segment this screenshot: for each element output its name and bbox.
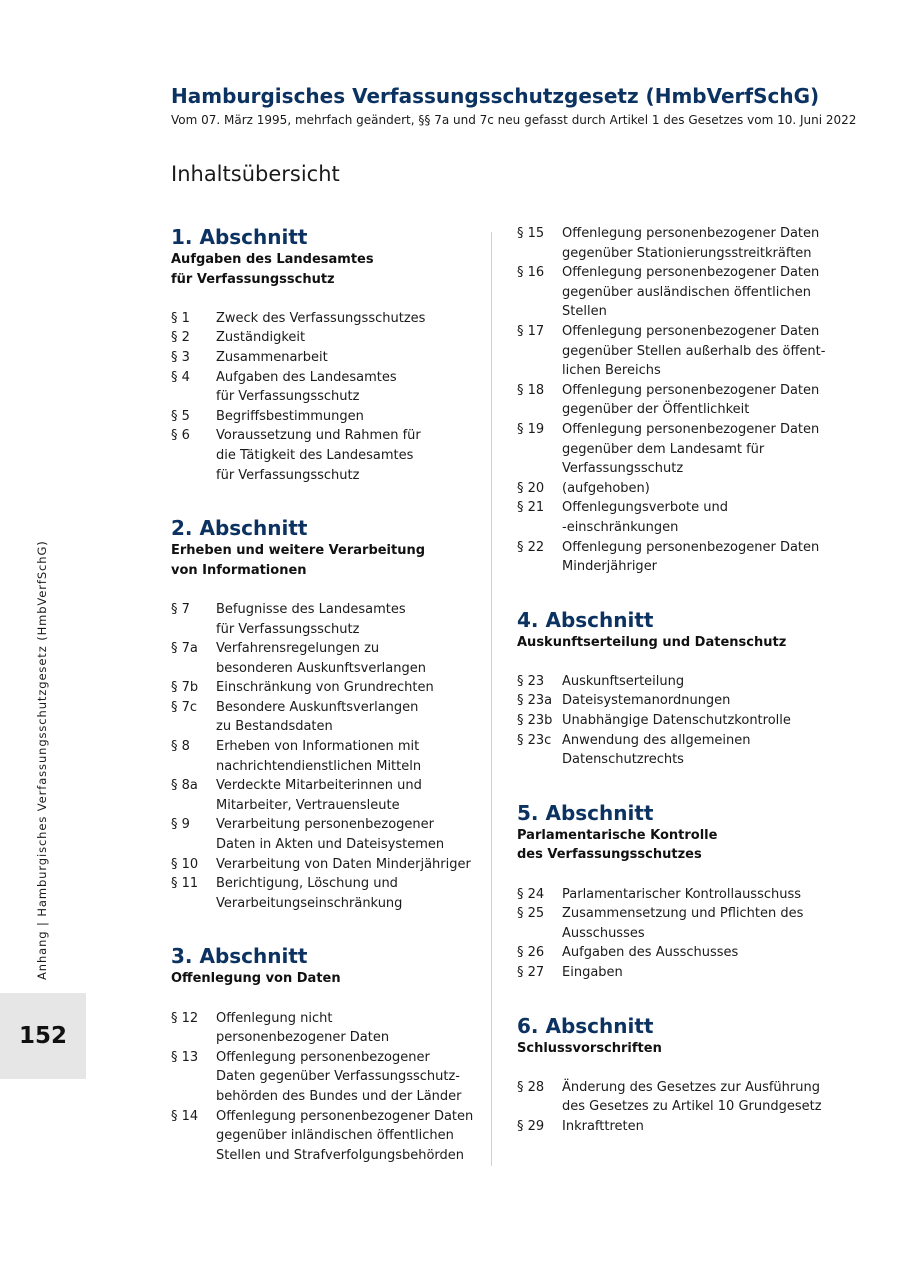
paragraph-title: Begriffsbestimmungen — [216, 408, 364, 424]
paragraph-number: § 3 — [171, 349, 190, 365]
toc-entry[interactable] — [171, 698, 481, 737]
section-title: 1. Abschnitt — [171, 225, 308, 249]
paragraph-number: § 28 — [517, 1079, 545, 1095]
paragraph-title: (aufgehoben) — [562, 480, 650, 496]
paragraph-title: Voraussetzung und Rahmen für die Tätigkeit des Landesamtes für Verfassungsschutz — [216, 428, 421, 483]
toc-entry[interactable] — [517, 711, 857, 731]
toc-entry[interactable] — [517, 691, 857, 711]
toc-entry[interactable] — [517, 322, 857, 381]
toc-entry[interactable] — [171, 328, 481, 348]
toc-entry[interactable] — [171, 737, 481, 776]
paragraph-title: Erheben von Informationen mit nachrichtendienstlichen Mitteln — [216, 739, 422, 774]
toc-entry[interactable] — [171, 874, 481, 913]
paragraph-number: § 4 — [171, 369, 190, 385]
paragraph-number: § 13 — [171, 1049, 199, 1065]
paragraph-number: § 21 — [517, 500, 545, 516]
paragraph-title: Offenlegung personenbezogener Daten gegenüber inländischen öffentlichen Stellen und Strafverfolgungsbehörden — [216, 1108, 474, 1163]
section-5 — [517, 800, 857, 983]
paragraph-title: Offenlegung personenbezogener Daten gegenüber Stellen außerhalb des öffent- lichen Bereichs — [562, 323, 826, 379]
section-title: 5. Abschnitt — [517, 800, 654, 825]
toc-entry[interactable] — [171, 1107, 481, 1166]
paragraph-number: § 20 — [517, 480, 545, 496]
paragraph-number: § 2 — [171, 330, 190, 346]
toc-column-right — [517, 224, 857, 1137]
paragraph-number: § 9 — [171, 817, 190, 833]
paragraph-number: § 12 — [171, 1010, 199, 1026]
paragraph-number: § 19 — [517, 421, 545, 437]
document-subtitle: Vom 07. März 1995, mehrfach geändert, §§ 7a und 7c neu gefasst durch Artikel 1 des Gesetzes vom 10. Juni 2022 — [171, 113, 857, 127]
paragraph-title: Unabhängige Datenschutzkontrolle — [562, 713, 791, 729]
toc-entry[interactable] — [171, 855, 481, 875]
paragraph-number: § 15 — [517, 226, 545, 241]
paragraph-title: Berichtigung, Löschung und Verarbeitungseinschränkung — [216, 876, 403, 911]
paragraph-title: Besondere Auskunftsverlangen zu Bestandsdaten — [216, 699, 419, 735]
toc-entry[interactable] — [517, 224, 857, 263]
paragraph-title: Auskunftserteilung — [562, 673, 685, 689]
paragraph-title: Dateisystemanordnungen — [562, 693, 731, 709]
paragraph-number: § 5 — [171, 408, 190, 424]
section-title: 2. Abschnitt — [171, 516, 308, 541]
paragraph-title: Zusammenarbeit — [216, 349, 328, 365]
paragraph-title: Offenlegung personenbezogener Daten Minderjähriger — [562, 539, 820, 575]
section-title: 6. Abschnitt — [517, 1013, 654, 1038]
paragraph-title: Verarbeitung personenbezogener Daten in Akten und Dateisystemen — [216, 817, 445, 853]
toc-entry[interactable] — [171, 776, 481, 815]
paragraph-title: Aufgaben des Ausschusses — [562, 945, 739, 961]
toc-entry[interactable] — [517, 263, 857, 322]
section-subtitle: Offenlegung von Daten — [171, 971, 341, 987]
paragraph-title: Einschränkung von Grundrechten — [216, 680, 434, 696]
toc-entry[interactable] — [517, 731, 857, 770]
page-number: 152 — [18, 1023, 67, 1049]
paragraph-number: § 7 — [171, 601, 190, 617]
paragraph-title: Aufgaben des Landesamtes für Verfassungsschutz — [216, 369, 397, 405]
section-2 — [171, 515, 481, 913]
side-running-header — [34, 530, 50, 980]
section-1 — [171, 224, 481, 485]
paragraph-number: § 6 — [171, 428, 190, 444]
toc-entry[interactable] — [517, 1078, 857, 1117]
paragraph-number: § 8 — [171, 739, 190, 755]
paragraph-number: § 14 — [171, 1108, 199, 1124]
toc-entry[interactable] — [517, 885, 857, 905]
toc-entry[interactable] — [171, 426, 481, 485]
paragraph-number: § 23c — [517, 732, 552, 748]
paragraph-number: § 7a — [171, 641, 198, 657]
toc-entry[interactable] — [171, 600, 481, 639]
toc-entry[interactable] — [171, 368, 481, 407]
paragraph-title: Zweck des Verfassungsschutzes — [216, 310, 426, 326]
toc-entry[interactable] — [517, 381, 857, 420]
paragraph-title: Offenlegung personenbezogener Daten gegenüber der Öffentlichkeit — [562, 382, 820, 418]
paragraph-number: § 1 — [171, 310, 190, 326]
paragraph-number: § 25 — [517, 906, 545, 922]
paragraph-title: Offenlegung personenbezogener Daten gegenüber Stationierungsstreitkräften — [562, 226, 820, 261]
paragraph-number: § 7c — [171, 699, 198, 715]
section-subtitle: Erheben und weitere Verarbeitung von Informationen — [171, 543, 426, 578]
toc-entry[interactable] — [517, 498, 857, 537]
toc-entry[interactable] — [517, 963, 857, 983]
paragraph-title: Verdeckte Mitarbeiterinnen und Mitarbeiter, Vertrauensleute — [216, 778, 422, 813]
toc-entry[interactable] — [517, 904, 857, 943]
column-divider — [491, 232, 492, 1166]
paragraph-title: Eingaben — [562, 965, 623, 980]
paragraph-title: Zusammensetzung und Pflichten des Ausschusses — [562, 906, 804, 941]
toc-entry[interactable] — [517, 479, 857, 499]
paragraph-title: Befugnisse des Landesamtes für Verfassungsschutz — [216, 601, 406, 637]
toc-column-left — [171, 224, 481, 1165]
paragraph-title: Zuständigkeit — [216, 330, 306, 346]
toc-entry[interactable] — [171, 407, 481, 427]
section-subtitle: Schlussvorschriften — [517, 1040, 662, 1056]
section-6 — [517, 1013, 857, 1137]
paragraph-number: § 24 — [517, 886, 545, 902]
paragraph-number: § 18 — [517, 382, 545, 398]
section-title: 4. Abschnitt — [517, 607, 654, 632]
toc-entry[interactable] — [171, 1048, 481, 1107]
paragraph-number: § 10 — [171, 856, 199, 872]
toc-entry[interactable] — [517, 943, 857, 963]
toc-entry[interactable] — [171, 678, 481, 698]
paragraph-number: § 17 — [517, 323, 545, 339]
section-3 — [171, 943, 481, 1165]
section-subtitle: Auskunftserteilung und Datenschutz — [517, 634, 787, 650]
paragraph-title: Verarbeitung von Daten Minderjähriger — [216, 856, 471, 872]
toc-entry[interactable] — [171, 815, 481, 854]
paragraph-title: Offenlegung personenbezogener Daten gegenüber Verfassungsschutz- behörden des Bundes und der Länder — [216, 1049, 462, 1104]
toc-entry[interactable] — [517, 420, 857, 479]
paragraph-number: § 23b — [517, 713, 553, 729]
section-subtitle: Parlamentarische Kontrolle des Verfassungsschutzes — [517, 827, 718, 863]
paragraph-number: § 22 — [517, 539, 545, 555]
document-title: Hamburgisches Verfassungsschutzgesetz (HmbVerfSchG) — [171, 84, 820, 108]
paragraph-number: § 11 — [171, 876, 199, 892]
paragraph-title: Offenlegung nicht personenbezogener Daten — [216, 1010, 390, 1046]
paragraph-title: Parlamentarischer Kontrollausschuss — [562, 886, 802, 902]
paragraph-title: Offenlegungsverbote und -einschränkungen — [562, 500, 728, 535]
paragraph-number: § 27 — [517, 965, 545, 980]
paragraph-number: § 23 — [517, 673, 545, 689]
paragraph-title: Offenlegung personenbezogener Daten gegenüber ausländischen öffentlichen Stellen — [562, 265, 820, 320]
paragraph-number: § 7b — [171, 680, 199, 696]
paragraph-number: § 26 — [517, 945, 545, 961]
toc-entry[interactable] — [171, 639, 481, 678]
toc-heading: Inhaltsübersicht — [171, 162, 340, 186]
paragraph-number: § 8a — [171, 778, 198, 794]
paragraph-title: Inkrafttreten — [562, 1118, 644, 1134]
paragraph-title: Anwendung des allgemeinen Datenschutzrechts — [562, 732, 751, 768]
side-running-header-text: Anhang | Hamburgisches Verfassungsschutzgesetz (HmbVerfSchG) — [35, 540, 49, 980]
paragraph-title: Änderung des Gesetzes zur Ausführung des Gesetzes zu Artikel 10 Grundgesetz — [562, 1079, 822, 1115]
toc-entry[interactable] — [517, 538, 857, 577]
section-title: 3. Abschnitt — [171, 944, 308, 969]
paragraph-title: Offenlegung personenbezogener Daten gegenüber dem Landesamt für Verfassungsschutz — [562, 421, 820, 477]
paragraph-title: Verfahrensregelungen zu besonderen Auskunftsverlangen — [216, 641, 426, 676]
paragraph-number: § 16 — [517, 265, 545, 281]
toc-entry[interactable] — [171, 348, 481, 368]
paragraph-number: § 29 — [517, 1118, 545, 1134]
toc-entry[interactable] — [517, 672, 857, 692]
page-number-box — [0, 993, 86, 1079]
toc-entry[interactable] — [171, 1009, 481, 1048]
toc-entry[interactable] — [171, 309, 481, 329]
section-3-continued — [517, 224, 857, 577]
section-subtitle: Aufgaben des Landesamtes für Verfassungsschutz — [171, 252, 374, 287]
section-4 — [517, 607, 857, 770]
paragraph-number: § 23a — [517, 693, 553, 709]
toc-entry[interactable] — [517, 1117, 857, 1137]
